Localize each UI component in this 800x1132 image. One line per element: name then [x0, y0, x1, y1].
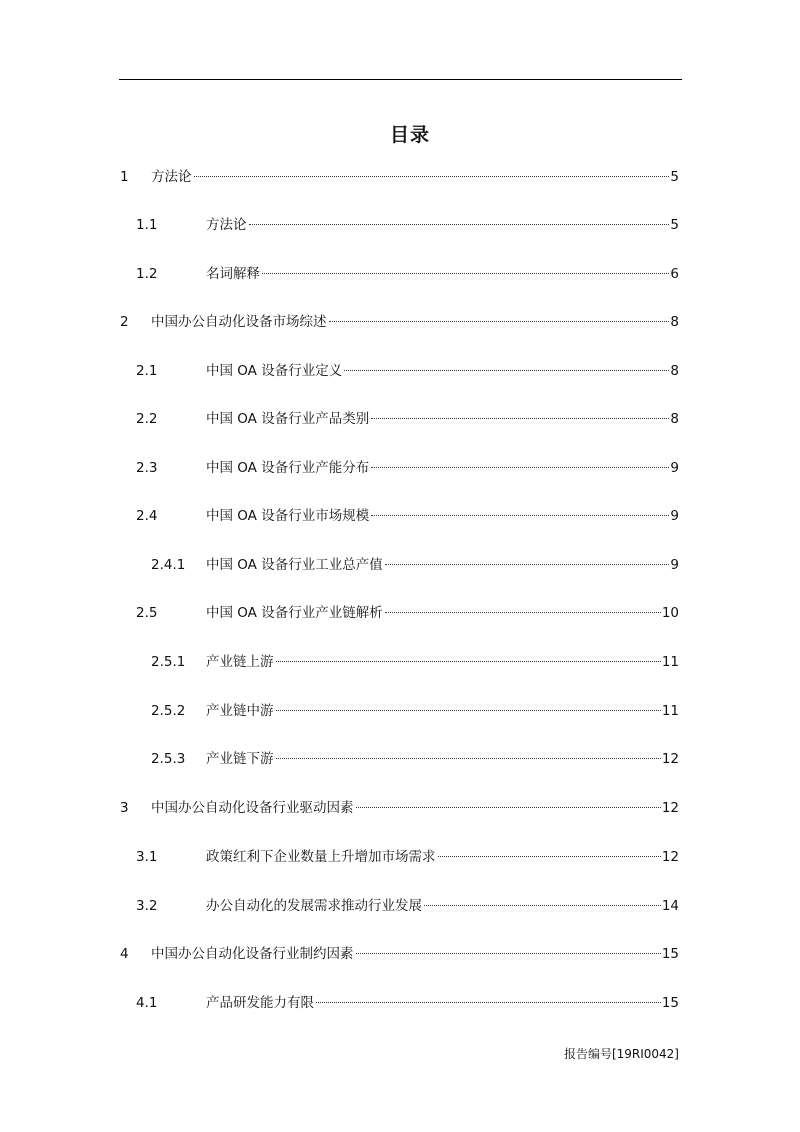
- toc-entry-line: [206, 408, 679, 430]
- toc-entry-page: 11: [661, 654, 679, 670]
- toc-entry[interactable]: [0, 846, 800, 868]
- toc-entry-line: [151, 311, 679, 333]
- toc-entry-line: [206, 457, 679, 479]
- toc-entry-title: 中国办公自动化设备市场综述: [151, 314, 327, 330]
- toc-entry[interactable]: [0, 700, 800, 722]
- dot-leader: [438, 856, 661, 857]
- toc-entry-number: 4: [120, 946, 129, 962]
- toc-entry[interactable]: [0, 214, 800, 236]
- toc-entry-title: 中国办公自动化设备行业制约因素: [151, 946, 354, 962]
- toc-entry[interactable]: [0, 408, 800, 430]
- toc-title: 目录: [389, 124, 430, 146]
- toc-entry-page: 9: [670, 460, 679, 476]
- dot-leader: [316, 1002, 661, 1003]
- toc-entry[interactable]: [0, 166, 800, 188]
- toc-entry-number: 1.2: [136, 266, 158, 282]
- toc-entry-title: 中国 OA 设备行业产能分布: [206, 460, 370, 476]
- toc-entry-title: 政策红利下企业数量上升增加市场需求: [206, 849, 436, 865]
- toc-entry-number: 1.1: [136, 217, 158, 233]
- toc-entry-line: [151, 166, 679, 188]
- toc-entry-line: [206, 214, 679, 236]
- toc-entry-line: [206, 602, 679, 624]
- toc-entry-number: 3.1: [136, 849, 158, 865]
- toc-entry-page: 12: [661, 800, 679, 816]
- toc-entry[interactable]: [0, 311, 800, 333]
- toc-entry-page: 12: [661, 751, 679, 767]
- toc-entry-line: [151, 943, 679, 965]
- toc-entry[interactable]: [0, 602, 800, 624]
- toc-entry[interactable]: [0, 943, 800, 965]
- toc-entry-line: [206, 992, 679, 1014]
- toc-entry-number: 2: [120, 314, 129, 330]
- toc-entry-line: [206, 748, 679, 770]
- toc-entry-page: 11: [661, 703, 679, 719]
- toc-entry-number: 2.5.2: [151, 703, 186, 719]
- toc-entry-page: 12: [661, 849, 679, 865]
- dot-leader: [329, 321, 670, 322]
- dot-leader: [194, 176, 670, 177]
- toc-entry-number: 2.4: [136, 508, 158, 524]
- toc-entry-line: [206, 846, 679, 868]
- toc-entry-title: 中国 OA 设备行业工业总产值: [206, 557, 383, 573]
- toc-entry-number: 2.3: [136, 460, 158, 476]
- toc-entry[interactable]: [0, 263, 800, 285]
- toc-entry[interactable]: [0, 505, 800, 527]
- toc-entry-title: 中国 OA 设备行业产品类别: [206, 411, 370, 427]
- toc-entry-page: 9: [670, 557, 679, 573]
- toc-entry-number: 2.5.3: [151, 751, 186, 767]
- toc-entry-page: 15: [661, 946, 679, 962]
- toc-entry-page: 8: [670, 314, 679, 330]
- toc-entry-number: 4.1: [136, 995, 158, 1011]
- toc-entry[interactable]: [0, 360, 800, 382]
- dot-leader: [249, 224, 670, 225]
- toc-entry-page: 5: [670, 169, 679, 185]
- report-id: 报告编号[19RI0042]: [563, 1047, 679, 1061]
- dot-leader: [371, 467, 669, 468]
- toc-entry-title: 中国 OA 设备行业市场规模: [206, 508, 370, 524]
- toc-entry[interactable]: [0, 797, 800, 819]
- toc-entry[interactable]: [0, 895, 800, 917]
- toc-entry-line: [206, 360, 679, 382]
- toc-entry-page: 6: [670, 266, 679, 282]
- dot-leader: [356, 953, 661, 954]
- toc-entry-number: 2.5.1: [151, 654, 186, 670]
- toc-entry-title: 产品研发能力有限: [206, 995, 314, 1011]
- toc-entry-page: 10: [661, 605, 679, 621]
- dot-leader: [344, 370, 669, 371]
- toc-entry-title: 产业链上游: [206, 654, 274, 670]
- toc-entry-title: 办公自动化的发展需求推动行业发展: [206, 898, 422, 914]
- toc-entry[interactable]: [0, 992, 800, 1014]
- toc-entry-line: [206, 554, 679, 576]
- toc-entry[interactable]: [0, 554, 800, 576]
- toc-entry-number: 2.5: [136, 605, 158, 621]
- toc-entry-page: 15: [661, 995, 679, 1011]
- toc-entry[interactable]: [0, 651, 800, 673]
- toc-entry-page: 8: [670, 363, 679, 379]
- toc-entry-line: [206, 263, 679, 285]
- toc-entry-title: 产业链下游: [206, 751, 274, 767]
- toc-entry-line: [206, 895, 679, 917]
- dot-leader: [371, 418, 669, 419]
- toc-entry-line: [206, 700, 679, 722]
- toc-entry[interactable]: [0, 457, 800, 479]
- toc-entry-title: 名词解释: [206, 266, 260, 282]
- toc-entry-title: 产业链中游: [206, 703, 274, 719]
- toc-entry-title: 中国办公自动化设备行业驱动因素: [151, 800, 354, 816]
- toc-entry-title: 方法论: [206, 217, 247, 233]
- dot-leader: [356, 807, 661, 808]
- toc-entry-title: 中国 OA 设备行业产业链解析: [206, 605, 383, 621]
- toc-entry-line: [151, 797, 679, 819]
- toc-entry-number: 2.1: [136, 363, 158, 379]
- toc-entry-title: 中国 OA 设备行业定义: [206, 363, 343, 379]
- dot-leader: [276, 661, 661, 662]
- toc-entry-number: 3.2: [136, 898, 158, 914]
- dot-leader: [276, 710, 661, 711]
- dot-leader: [371, 515, 669, 516]
- toc-entry-line: [206, 505, 679, 527]
- toc-entry-number: 3: [120, 800, 129, 816]
- toc-entry-page: 5: [670, 217, 679, 233]
- toc-entry-title: 方法论: [151, 169, 192, 185]
- toc-entry[interactable]: [0, 748, 800, 770]
- dot-leader: [385, 564, 670, 565]
- dot-leader: [385, 612, 661, 613]
- toc-entry-line: [206, 651, 679, 673]
- toc-entry-page: 8: [670, 411, 679, 427]
- dot-leader: [276, 758, 661, 759]
- toc-entry-number: 2.4.1: [151, 557, 186, 573]
- toc-entry-number: 2.2: [136, 411, 158, 427]
- toc-entry-page: 14: [661, 898, 679, 914]
- dot-leader: [424, 905, 661, 906]
- toc-entry-page: 9: [670, 508, 679, 524]
- toc-entry-number: 1: [120, 169, 129, 185]
- dot-leader: [262, 273, 669, 274]
